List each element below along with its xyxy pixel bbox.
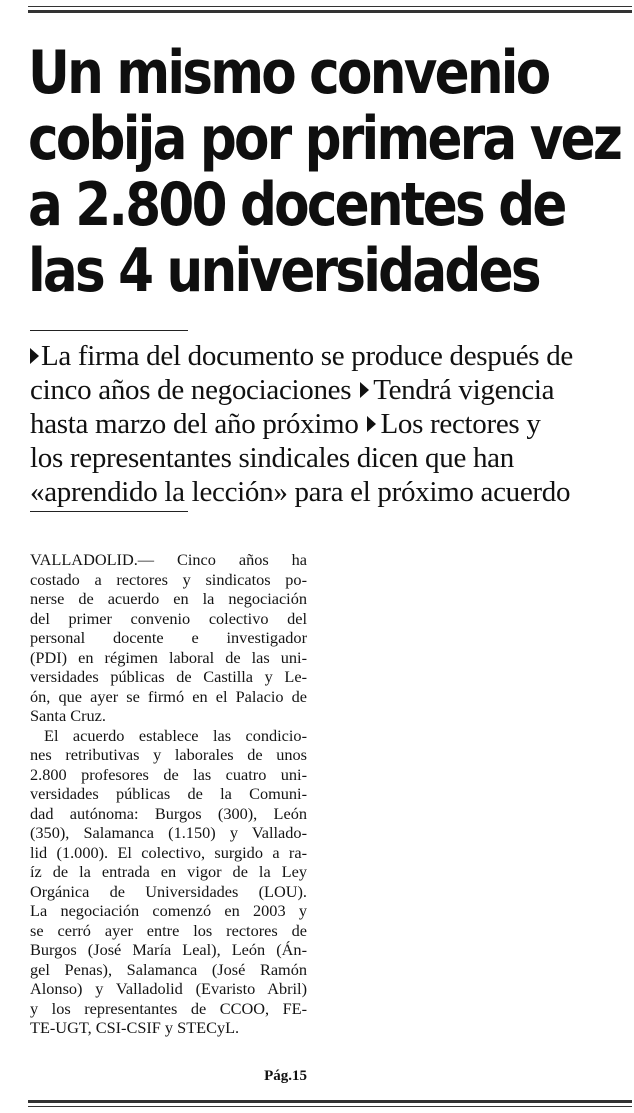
subhead-line: los representantes sindicales dicen que han [30,442,514,474]
body-line: (350), Salamanca (1.150) y Vallado- [30,823,307,842]
subhead-line [30,373,634,407]
body-line: El acuerdo establece las condicio- [44,725,307,745]
body-line: VALLADOLID.— Cinco años ha [30,550,307,569]
body-line: Alonso) y Valladolid (Evaristo Abril) [30,979,307,998]
headline-line: cobija por primera vez [28,104,621,174]
subhead-line: «aprendido la lección» para el próximo acuerdo [30,476,571,508]
subhead-text: Tendrá vigencia [373,374,555,406]
headline-line: las 4 universidades [28,236,539,306]
subhead-text: La firma del documento se produce después de [41,340,573,372]
body-line: Burgos (José María Leal), León (Án- [30,940,307,959]
body-line: versidades públicas de la Comuni- [30,784,307,803]
bullet-triangle-icon [360,382,369,398]
subhead-text: Los rectores y [380,408,541,440]
body-line: nerse de acuerdo en la negociación [30,589,307,608]
body-line: Santa Cruz. [30,706,106,725]
headline-line: a 2.800 docentes de [28,170,565,240]
bottom-rule [28,1100,632,1107]
subhead-text: hasta marzo del año próximo [30,408,366,440]
body-line: del primer convenio colectivo del [30,608,307,628]
subhead-text: cinco años de negociaciones [30,374,359,406]
body-line: y los representantes de CCOO, FE- [30,998,307,1018]
body-line: 2.800 profesores de las cuatro uni- [30,764,307,784]
body-line: Orgánica de Universidades (LOU). [30,881,307,901]
body-line: personal docente e investigador [30,628,307,647]
top-rule [28,6,632,13]
headline [28,40,630,304]
subhead [30,339,634,509]
subhead-line [30,339,634,373]
headline-line: Un mismo convenio [28,38,549,108]
body-line: íz de la entrada en vigor de la Ley [30,862,307,881]
article-body [30,550,307,1038]
body-line: gel Penas), Salamanca (José Ramón [30,959,307,979]
body-line: ón, que ayer se firmó en el Palacio de [30,686,307,706]
body-line: se cerró ayer entre los rectores de [30,920,307,940]
body-line: lid (1.000). El colectivo, surgido a ra- [30,842,307,862]
body-line: costado a rectores y sindicatos po- [30,569,307,589]
bullet-triangle-icon [30,348,39,364]
subhead-bottom-rule [30,511,188,512]
body-line: La negociación comenzó en 2003 y [30,901,307,920]
body-line: dad autónoma: Burgos (300), León [30,803,307,823]
subhead-top-rule [30,330,188,331]
body-line: nes retributivas y laborales de unos [30,745,307,764]
page-reference: Pág.15 [264,1068,307,1084]
bullet-triangle-icon [367,416,376,432]
subhead-line [30,407,634,441]
body-line: (PDI) en régimen laboral de las uni- [30,647,307,667]
body-line: TE-UGT, CSI-CSIF y STECyL. [30,1018,240,1037]
body-line: versidades públicas de Castilla y Le- [30,667,307,686]
